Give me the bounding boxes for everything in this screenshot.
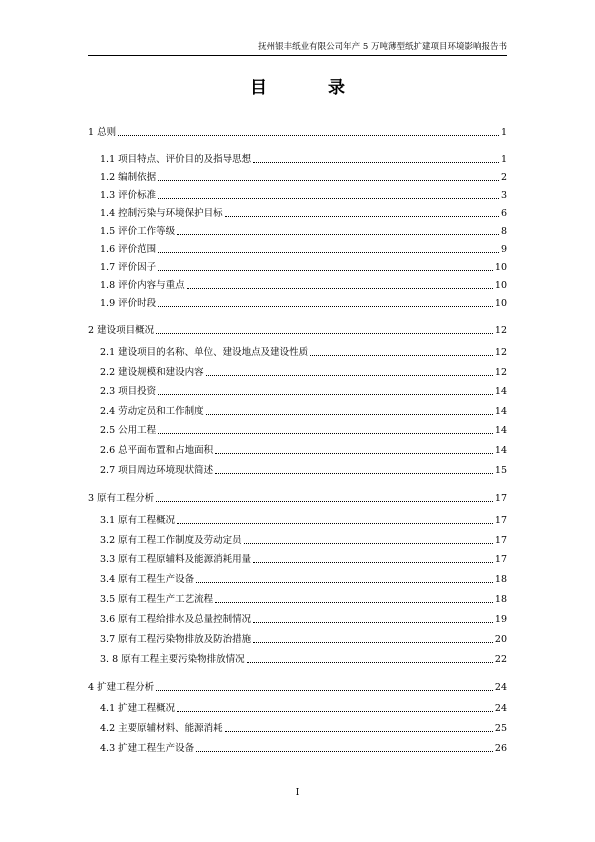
toc-leader-dots — [177, 710, 493, 712]
toc-leader-dots — [156, 689, 493, 691]
toc-entry-page: 2 — [500, 172, 507, 183]
toc-entry[interactable] — [100, 463, 507, 477]
running-header: 抚州银丰纸业有限公司年产 5 万吨薄型纸扩建项目环境影响报告书 — [258, 42, 507, 52]
toc-leader-dots — [253, 561, 493, 563]
toc-leader-dots — [253, 161, 499, 163]
toc-entry-page: 15 — [494, 465, 507, 476]
toc-leader-dots — [206, 413, 493, 415]
toc-entry-label: 1.2 编制依据 — [100, 172, 157, 183]
toc-entry[interactable] — [88, 323, 507, 337]
header-rule — [88, 55, 507, 56]
toc-entry-page: 18 — [494, 574, 507, 585]
toc-leader-dots — [177, 522, 493, 524]
toc-entry-page: 17 — [494, 493, 507, 504]
toc-leader-dots — [158, 432, 493, 434]
toc-entry[interactable] — [100, 443, 507, 457]
toc-leader-dots — [253, 641, 493, 643]
toc-entry-label: 4.2 主要原辅材料、能源消耗 — [100, 723, 223, 734]
toc-entry-page: 14 — [494, 445, 507, 456]
toc-entry[interactable] — [100, 592, 507, 606]
toc-entry-page: 12 — [494, 325, 507, 336]
toc-leader-dots — [310, 354, 493, 356]
toc-entry-label: 2.2 建设规模和建设内容 — [100, 367, 204, 378]
toc-entry-page: 10 — [494, 298, 507, 309]
toc-entry-label: 1.7 评价因子 — [100, 262, 157, 273]
toc-entry-label: 4.3 扩建工程生产设备 — [100, 743, 195, 754]
toc-entry[interactable] — [88, 125, 507, 139]
toc-entry[interactable] — [100, 242, 507, 256]
toc-entry[interactable] — [100, 278, 507, 292]
toc-entry-page: 17 — [494, 515, 507, 526]
toc-entry-label: 1.6 评价范围 — [100, 244, 157, 255]
toc-entry-label: 1 总则 — [88, 127, 117, 138]
toc-entry-label: 3 原有工程分析 — [88, 493, 155, 504]
toc-entry-label: 2.4 劳动定员和工作制度 — [100, 406, 204, 417]
toc-leader-dots — [215, 472, 493, 474]
toc-entry[interactable] — [100, 206, 507, 220]
toc-entry[interactable] — [88, 491, 507, 505]
toc-entry[interactable] — [100, 404, 507, 418]
toc-leader-dots — [206, 374, 493, 376]
toc-entry-label: 1.5 评价工作等级 — [100, 226, 176, 237]
toc-leader-dots — [156, 500, 493, 502]
toc-leader-dots — [196, 750, 493, 752]
toc-entry-page: 18 — [494, 594, 507, 605]
toc-entry[interactable] — [100, 513, 507, 527]
toc-entry-page: 25 — [494, 723, 507, 734]
toc-entry[interactable] — [100, 552, 507, 566]
toc-entry-label: 3. 8 原有工程主要污染物排放情况 — [100, 654, 245, 665]
toc-entry-label: 4 扩建工程分析 — [88, 682, 155, 693]
toc-entry-label: 1.3 评价标准 — [100, 190, 157, 201]
toc-entry-page: 10 — [494, 280, 507, 291]
toc-entry-label: 1.8 评价内容与重点 — [100, 280, 185, 291]
toc-entry-page: 1 — [500, 127, 507, 138]
toc-entry-page: 24 — [494, 703, 507, 714]
toc-entry[interactable] — [100, 701, 507, 715]
toc-leader-dots — [158, 251, 499, 253]
toc-leader-dots — [158, 305, 493, 307]
toc-leader-dots — [196, 581, 493, 583]
toc-entry-label: 3.3 原有工程原辅料及能源消耗用量 — [100, 554, 252, 565]
toc-entry-page: 20 — [494, 634, 507, 645]
toc-entry-page: 10 — [494, 262, 507, 273]
toc-entry-page: 22 — [494, 654, 507, 665]
toc-entry-page: 12 — [494, 347, 507, 358]
toc-entry[interactable] — [100, 721, 507, 735]
toc-leader-dots — [187, 287, 493, 289]
toc-leader-dots — [244, 542, 493, 544]
toc-entry[interactable] — [100, 170, 507, 184]
toc-entry-label: 3.5 原有工程生产工艺流程 — [100, 594, 214, 605]
toc-entry-page: 26 — [494, 743, 507, 754]
toc-entry[interactable] — [100, 572, 507, 586]
toc-entry-label: 3.4 原有工程生产设备 — [100, 574, 195, 585]
toc-entry-page: 14 — [494, 386, 507, 397]
toc-entry-page: 3 — [500, 190, 507, 201]
toc-entry-page: 8 — [500, 226, 507, 237]
toc-entry[interactable] — [100, 365, 507, 379]
toc-entry[interactable] — [100, 423, 507, 437]
toc-entry-label: 4.1 扩建工程概况 — [100, 703, 176, 714]
toc-entry[interactable] — [100, 224, 507, 238]
toc-entry[interactable] — [88, 680, 507, 694]
toc-entry[interactable] — [100, 741, 507, 755]
toc-entry-label: 1.4 控制污染与环境保护目标 — [100, 208, 223, 219]
toc-entry-label: 2.6 总平面布置和占地面积 — [100, 445, 214, 456]
toc-entry-page: 19 — [494, 614, 507, 625]
toc-entry-page: 17 — [494, 535, 507, 546]
toc-entry-label: 1.1 项目特点、评价目的及指导思想 — [100, 154, 252, 165]
toc-leader-dots — [225, 730, 493, 732]
toc-entry-page: 6 — [500, 208, 507, 219]
toc-entry[interactable] — [100, 632, 507, 646]
toc-entry-page: 1 — [500, 154, 507, 165]
toc-entry[interactable] — [100, 384, 507, 398]
toc-leader-dots — [158, 179, 499, 181]
toc-leader-dots — [158, 393, 493, 395]
toc-entry-page: 9 — [500, 244, 507, 255]
toc-leader-dots — [215, 452, 493, 454]
toc-entry[interactable] — [100, 345, 507, 359]
page-title: 目 录 — [250, 78, 367, 98]
toc-entry-label: 3.1 原有工程概况 — [100, 515, 176, 526]
toc-entry[interactable] — [100, 652, 507, 666]
toc-entry-label: 2.5 公用工程 — [100, 425, 157, 436]
toc-entry-label: 3.6 原有工程给排水及总量控制情况 — [100, 614, 252, 625]
toc-entry-page: 14 — [494, 425, 507, 436]
page-number: I — [295, 788, 300, 798]
toc-entry-page: 24 — [494, 682, 507, 693]
toc-entry-page: 14 — [494, 406, 507, 417]
toc-entry[interactable] — [100, 152, 507, 166]
toc-entry[interactable] — [100, 260, 507, 274]
toc-entry-label: 2.7 项目周边环境现状简述 — [100, 465, 214, 476]
toc-leader-dots — [247, 661, 493, 663]
toc-leader-dots — [158, 197, 499, 199]
toc-entry-label: 2.3 项目投资 — [100, 386, 157, 397]
toc-entry-page: 12 — [494, 367, 507, 378]
toc-leader-dots — [177, 233, 499, 235]
toc-leader-dots — [215, 601, 493, 603]
toc-leader-dots — [253, 621, 493, 623]
toc-entry-label: 2 建设项目概况 — [88, 325, 155, 336]
toc-entry-label: 3.2 原有工程工作制度及劳动定员 — [100, 535, 242, 546]
toc-leader-dots — [118, 134, 499, 136]
toc-entry-page: 17 — [494, 554, 507, 565]
toc-leader-dots — [156, 332, 493, 334]
toc-entry-label: 3.7 原有工程污染物排放及防治措施 — [100, 634, 252, 645]
toc-entry-label: 1.9 评价时段 — [100, 298, 157, 309]
toc-entry[interactable] — [100, 188, 507, 202]
toc-entry[interactable] — [100, 612, 507, 626]
toc-leader-dots — [158, 269, 493, 271]
toc-leader-dots — [225, 215, 499, 217]
toc-entry[interactable] — [100, 296, 507, 310]
toc-entry-label: 2.1 建设项目的名称、单位、建设地点及建设性质 — [100, 347, 309, 358]
toc-entry[interactable] — [100, 533, 507, 547]
